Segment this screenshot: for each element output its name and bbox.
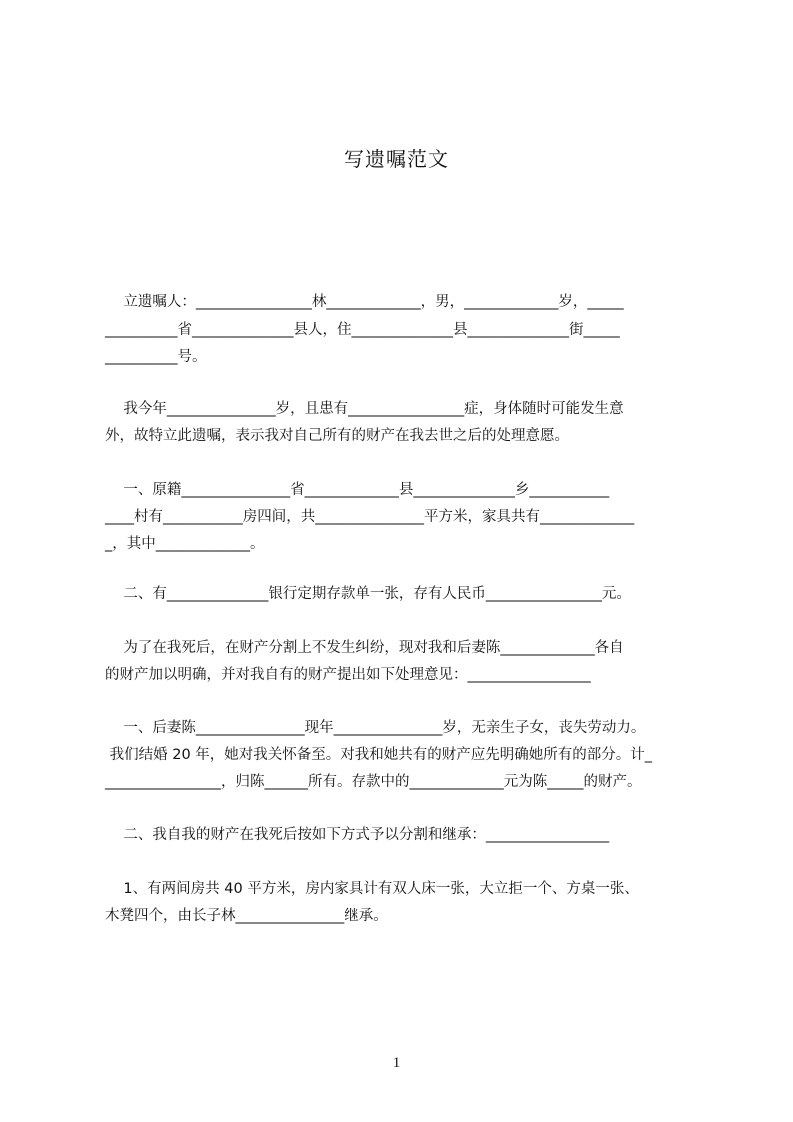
text-line: __________号。 <box>105 349 207 365</box>
text-line: 为了在我死后，在财产分割上不发生纠纷，现对我和后妻陈_____________各自 <box>105 640 624 656</box>
text-line: 二、我自我的财产在我死后按如下方式予以分割和继承：_________________ <box>105 827 610 843</box>
document-title: 写遗嘱范文 <box>344 147 449 171</box>
text-line: 我们结婚 20 年，她对我关怀备至。对我和她共有的财产应先明确她所有的部分。计_ <box>105 747 653 763</box>
text-line: 二、有______________银行定期存款单一张，存有人民币________________元。 <box>105 586 631 602</box>
text-line: ____村有___________房四间，共_______________平方米，家具共有_____________ <box>105 509 635 525</box>
text-line: 一、原籍_______________省_____________县______________乡___________ <box>105 482 610 498</box>
text-line: 的财产加以明确，并对我自有的财产提出如下处理意见：_________________ <box>105 667 591 683</box>
text-line: 立遗嘱人：________________林_____________，男，_____________岁，_____ <box>105 294 624 310</box>
text-line: 外，故特立此遗嘱，表示我对自己所有的财产在我去世之后的处理意愿。 <box>105 428 569 444</box>
text-line: _，其中_____________。 <box>105 536 265 552</box>
text-line: 1、有两间房共 40 平方米，房内家具计有双人床一张，大立拒一个、方桌一张、 <box>105 881 639 897</box>
page-number: 1 <box>392 1055 401 1071</box>
text-line: 一、后妻陈_______________现年_______________岁，无亲生子女，丧失劳动力。 <box>105 720 646 736</box>
text-line: __________省______________县人，住______________县______________街_____ <box>105 322 620 338</box>
text-line: 木凳四个，由长子林_______________继承。 <box>105 908 388 924</box>
text-line: 我今年_______________岁，且患有________________症，身体随时可能发生意 <box>105 401 624 417</box>
text-line: ________________，归陈______所有。存款中的_____________元为陈_____的财产。 <box>105 774 642 790</box>
